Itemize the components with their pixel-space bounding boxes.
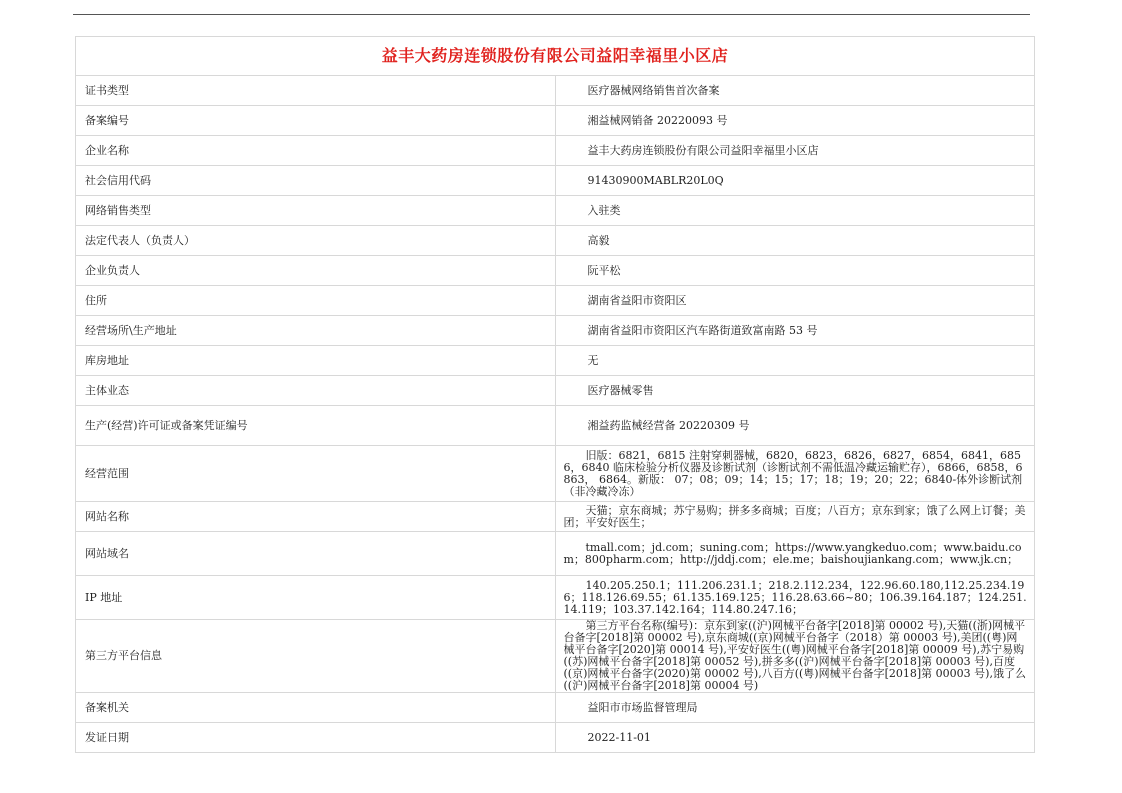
row-credit-code	[76, 166, 1035, 196]
row-sales-type	[76, 196, 1035, 226]
field-label: 网站名称	[76, 502, 556, 532]
row-license-number	[76, 406, 1035, 446]
row-website-names	[76, 502, 1035, 532]
field-label: IP 地址	[76, 576, 556, 620]
field-value: tmall.com；jd.com；suning.com；https://www.yangkeduo.com；www.baidu.com；800pharm.com；http://jddj.com；ele.me；baishoujiankang.com；www.jk.cn；	[555, 532, 1035, 576]
row-ip-addresses	[76, 576, 1035, 620]
field-value: 湘益械网销备 20220093 号	[555, 106, 1035, 136]
field-value: 无	[555, 346, 1035, 376]
field-label: 法定代表人（负责人）	[76, 226, 556, 256]
field-label: 网站域名	[76, 532, 556, 576]
row-company-head	[76, 256, 1035, 286]
field-label: 证书类型	[76, 76, 556, 106]
field-label: 主体业态	[76, 376, 556, 406]
field-value: 医疗器械零售	[555, 376, 1035, 406]
row-business-scope	[76, 446, 1035, 502]
field-value: 入驻类	[555, 196, 1035, 226]
field-label: 网络销售类型	[76, 196, 556, 226]
row-warehouse-address	[76, 346, 1035, 376]
field-value: 湘益药监械经营备 20220309 号	[555, 406, 1035, 446]
field-label: 发证日期	[76, 723, 556, 753]
field-label: 备案编号	[76, 106, 556, 136]
field-label: 社会信用代码	[76, 166, 556, 196]
field-label: 经营场所\生产地址	[76, 316, 556, 346]
field-value: 阮平松	[555, 256, 1035, 286]
field-value: 益丰大药房连锁股份有限公司益阳幸福里小区店	[555, 136, 1035, 166]
row-filing-authority	[76, 693, 1035, 723]
row-business-address	[76, 316, 1035, 346]
field-value: 湖南省益阳市资阳区	[555, 286, 1035, 316]
field-value: 天猫；京东商城；苏宁易购；拼多多商城；百度；八百方；京东到家；饿了么网上订餐；美团；平安好医生；	[555, 502, 1035, 532]
row-third-party-platforms	[76, 620, 1035, 693]
field-value: 第三方平台名称(编号)：京东到家((沪)网械平台备字[2018]第 00002 号),天猫((浙)网械平台备字[2018]第 00002 号),京东商城((京)网械平台备字（2018）第 00003 号),美团((粤)网械平台备字[2020]第 00014 号),平安好医生((粤)网械平台备字[2018]第 00009 号),苏宁易购((苏)网械平台备字[2018]第 00052 号),拼多多((沪)网械平台备字[2018]第 00003 号),百度((京)网械平台备字(2020)第 00002 号),八百方((粤)网械平台备字[2018]第 00003 号),饿了么((沪)网械平台备字[2018]第 00004 号)	[555, 620, 1035, 693]
row-domicile	[76, 286, 1035, 316]
field-label: 库房地址	[76, 346, 556, 376]
row-business-format	[76, 376, 1035, 406]
row-legal-representative	[76, 226, 1035, 256]
top-rule	[73, 14, 1030, 15]
field-label: 企业名称	[76, 136, 556, 166]
field-value: 湖南省益阳市资阳区汽车路街道致富南路 53 号	[555, 316, 1035, 346]
field-value: 2022-11-01	[555, 723, 1035, 753]
field-label: 备案机关	[76, 693, 556, 723]
field-label: 住所	[76, 286, 556, 316]
record-table	[75, 36, 1035, 753]
field-value: 91430900MABLR20L0Q	[555, 166, 1035, 196]
field-label: 企业负责人	[76, 256, 556, 286]
field-value: 医疗器械网络销售首次备案	[555, 76, 1035, 106]
field-value: 益阳市市场监督管理局	[555, 693, 1035, 723]
page-title: 益丰大药房连锁股份有限公司益阳幸福里小区店	[76, 37, 1035, 76]
field-label: 经营范围	[76, 446, 556, 502]
row-company-name	[76, 136, 1035, 166]
row-record-number	[76, 106, 1035, 136]
field-value: 旧版：6821，6815 注射穿刺器械，6820，6823，6826，6827，6854，6841，6856，6840 临床检验分析仪器及诊断试剂（诊断试剂不需低温冷藏运输贮存），6866，6858，6863， 6864。新版： 07；08；09；14；15；17；18；19；20；22；6840-体外诊断试剂（非冷藏冷冻）	[555, 446, 1035, 502]
title-row	[76, 37, 1035, 76]
field-value: 140.205.250.1；111.206.231.1；218.2.112.234，122.96.60.180,112.25.234.196；118.126.69.55；61.135.169.125；116.28.63.66~80；106.39.164.187；124.251.14.119；103.37.142.164；114.80.247.16；	[555, 576, 1035, 620]
field-label: 第三方平台信息	[76, 620, 556, 693]
field-value: 高毅	[555, 226, 1035, 256]
row-issue-date	[76, 723, 1035, 753]
row-certificate-type	[76, 76, 1035, 106]
field-label: 生产(经营)许可证或备案凭证编号	[76, 406, 556, 446]
row-website-domains	[76, 532, 1035, 576]
